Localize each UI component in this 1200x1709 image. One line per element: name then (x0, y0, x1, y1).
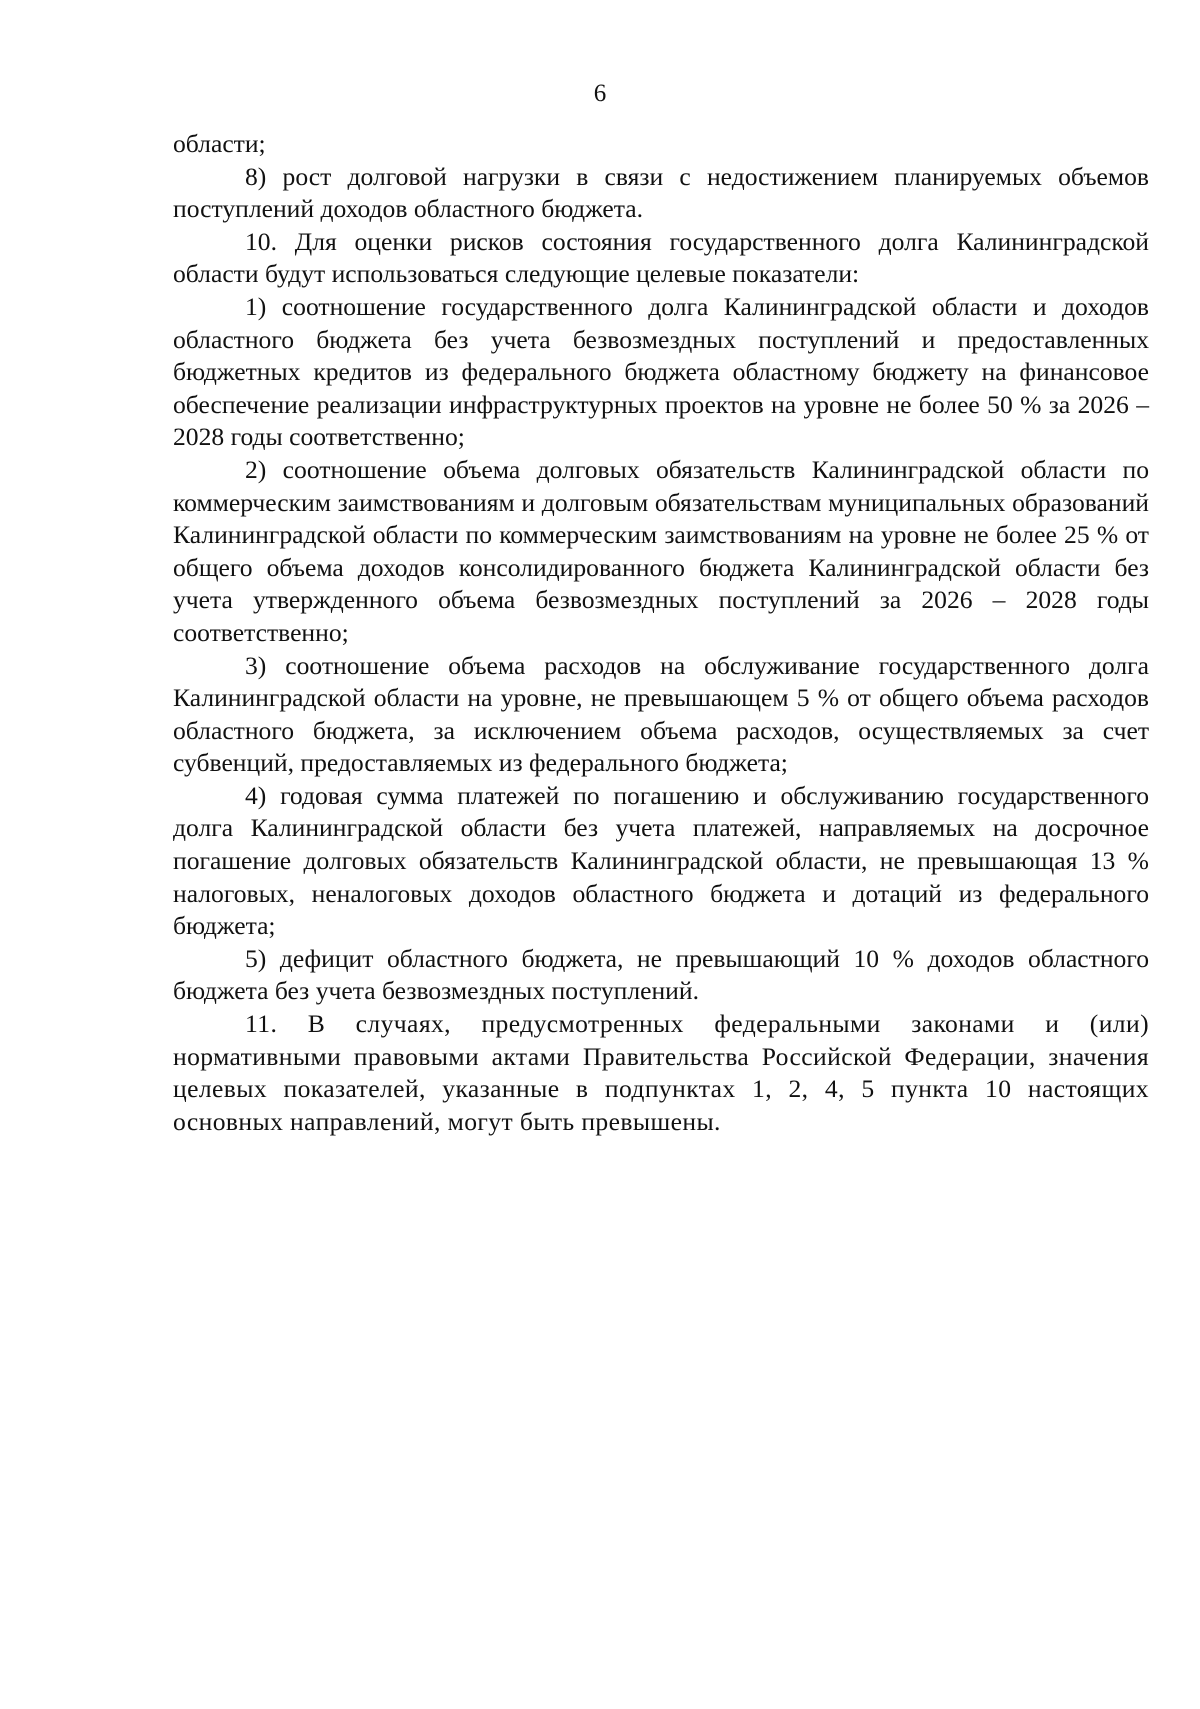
paragraph-section-10: 10. Для оценки рисков состояния государственного долга Калининградской области будут использоваться следующие целевые показатели: (173, 226, 1149, 289)
paragraph-continuation: области; (173, 129, 266, 158)
paragraph-section-11: 11. В случаях, предусмотренных федеральными законами и (или) нормативными правовыми актами Правительства Российской Федерации, значения целевых показателей, указанные в подпунктах 1, 2, 4, 5 пункта 10 настоящих основных направлений, могут быть превышены. (173, 1009, 1149, 1136)
paragraph-indicator-4: 4) годовая сумма платежей по погашению и обслуживанию государственного долга Калининградской области без учета платежей, направляемых на досрочное погашение долговых обязательств Калининградской области, не превышающая 13 % налоговых, неналоговых доходов областного бюджета и дотаций из федерального бюджета; (173, 780, 1149, 941)
page-number: 6 (593, 80, 607, 107)
paragraph-indicator-1: 1) соотношение государственного долга Калининградской области и доходов областного бюджета без учета безвозмездных поступлений и предоставленных бюджетных кредитов из федерального бюджета областному бюджету на финансовое обеспечение реализации инфраструктурных проектов на уровне не более 50 % за 2026 – 2028 годы соответственно; (173, 291, 1149, 452)
paragraph-indicator-3: 3) соотношение объема расходов на обслуживание государственного долга Калининградской области на уровне, не превышающем 5 % от общего объема расходов областного бюджета, за исключением объема расходов, осуществляемых за счет субвенций, предоставляемых из федерального бюджета; (173, 650, 1149, 778)
paragraph-item-8: 8) рост долговой нагрузки в связи с недостижением планируемых объемов поступлений доходов областного бюджета. (173, 161, 1149, 224)
document-body (173, 128, 1149, 1138)
paragraph-indicator-2: 2) соотношение объема долговых обязательств Калининградской области по коммерческим заимствованиям и долговым обязательствам муниципальных образований Калининградской области по коммерческим заимствованиям на уровне не более 25 % от общего объема доходов консолидированного бюджета Калининградской области без учета утвержденного объема безвозмездных поступлений за 2026 – 2028 годы соответственно; (173, 454, 1149, 647)
paragraph-indicator-5: 5) дефицит областного бюджета, не превышающий 10 % доходов областного бюджета без учета безвозмездных поступлений. (173, 943, 1149, 1006)
